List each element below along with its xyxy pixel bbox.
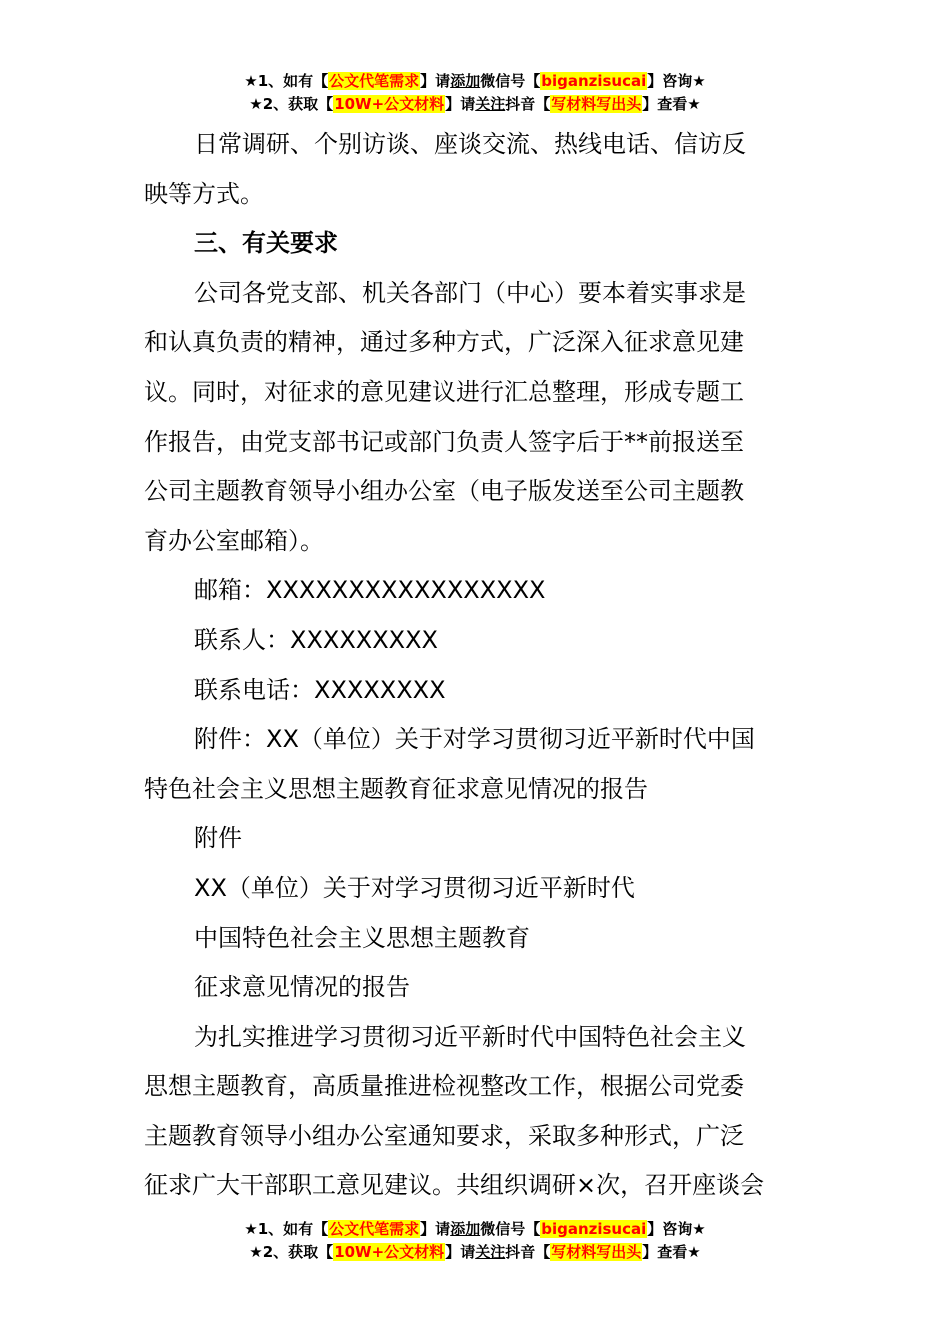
banner-text: 微信号【 — [480, 72, 541, 90]
banner-text: 】请 — [420, 1220, 451, 1238]
report-title-line-3: 征求意见情况的报告 — [194, 973, 410, 1002]
text-line: 主题教育领导小组办公室通知要求，采取多种形式，广泛 — [144, 1121, 744, 1150]
banner-text: 抖音【 — [505, 1243, 551, 1261]
banner-line-1 — [0, 70, 950, 93]
text-line: 为扎实推进学习贯彻习近平新时代中国特色社会主义 — [194, 1022, 746, 1051]
text-line: 映等方式。 — [144, 179, 264, 208]
banner-text: 】请 — [445, 1243, 476, 1261]
text-line: 议。同时，对征求的意见建议进行汇总整理，形成专题工 — [144, 377, 744, 406]
text-line: 日常调研、个别访谈、座谈交流、热线电话、信访反 — [194, 130, 746, 158]
attachment-label: 附件 — [194, 824, 242, 853]
banner-line-2 — [0, 93, 950, 116]
banner-underline: 关注 — [475, 1243, 506, 1261]
banner-highlight: 写材料写出头 — [551, 1243, 642, 1261]
text-line: 公司主题教育领导小组办公室（电子版发送至公司主题教 — [144, 477, 744, 506]
banner-text: 】请 — [445, 95, 476, 113]
banner-text: 】咨询★ — [647, 1220, 706, 1238]
banner-line-2 — [0, 1241, 950, 1264]
bottom-banner — [0, 1218, 950, 1264]
banner-highlight: biganzisucai — [541, 1220, 647, 1238]
banner-underline: 添加 — [450, 72, 481, 90]
banner-text: 】查看★ — [642, 95, 701, 113]
report-title-line-2: 中国特色社会主义思想主题教育 — [194, 923, 530, 952]
text-line: 思想主题教育，高质量推进检视整改工作，根据公司党委 — [144, 1072, 744, 1101]
text-line: 作报告，由党支部书记或部门负责人签字后于**前报送至 — [144, 427, 744, 456]
banner-underline: 关注 — [475, 95, 506, 113]
document-body — [144, 120, 816, 1211]
attachment-note — [144, 715, 816, 814]
banner-text: 】请 — [420, 72, 451, 90]
text-line: 公司各党支部、机关各部门（中心）要本着实事求是 — [194, 278, 746, 307]
banner-text: ★1、如有【 — [244, 72, 329, 90]
contact-line: 联系人：XXXXXXXXX — [194, 625, 438, 654]
banner-text: 微信号【 — [480, 1220, 541, 1238]
text-line: 特色社会主义思想主题教育征求意见情况的报告 — [144, 774, 648, 803]
phone-line: 联系电话：XXXXXXXX — [194, 675, 446, 704]
banner-highlight: 10W+公文材料 — [334, 95, 445, 113]
email-line: 邮箱：XXXXXXXXXXXXXXXXX — [194, 576, 546, 605]
banner-highlight: 公文代笔需求 — [329, 72, 420, 90]
text-line: 征求广大干部职工意见建议。共组织调研×次，召开座谈会 — [144, 1171, 765, 1200]
text-line: 和认真负责的精神，通过多种方式，广泛深入征求意见建 — [144, 328, 744, 357]
banner-text: ★2、获取【 — [249, 1243, 334, 1261]
banner-text: 抖音【 — [505, 95, 551, 113]
text-line: 育办公室邮箱）。 — [144, 526, 324, 555]
paragraph-methods — [144, 120, 816, 219]
paragraph-report-intro — [144, 1013, 816, 1211]
paragraph-requirements — [144, 269, 816, 567]
text-line: 附件：XX（单位）关于对学习贯彻习近平新时代中国 — [194, 725, 755, 754]
banner-highlight: 写材料写出头 — [551, 95, 642, 113]
banner-line-1 — [0, 1218, 950, 1241]
banner-underline: 添加 — [450, 1220, 481, 1238]
top-banner — [0, 70, 950, 116]
section-heading: 三、有关要求 — [194, 229, 338, 258]
banner-text: 】查看★ — [642, 1243, 701, 1261]
banner-highlight: 10W+公文材料 — [334, 1243, 445, 1261]
banner-text: 】咨询★ — [647, 72, 706, 90]
banner-text: ★1、如有【 — [244, 1220, 329, 1238]
report-title-line-1: XX（单位）关于对学习贯彻习近平新时代 — [194, 873, 635, 902]
banner-highlight: 公文代笔需求 — [329, 1220, 420, 1238]
banner-text: ★2、获取【 — [249, 95, 334, 113]
banner-highlight: biganzisucai — [541, 72, 647, 90]
